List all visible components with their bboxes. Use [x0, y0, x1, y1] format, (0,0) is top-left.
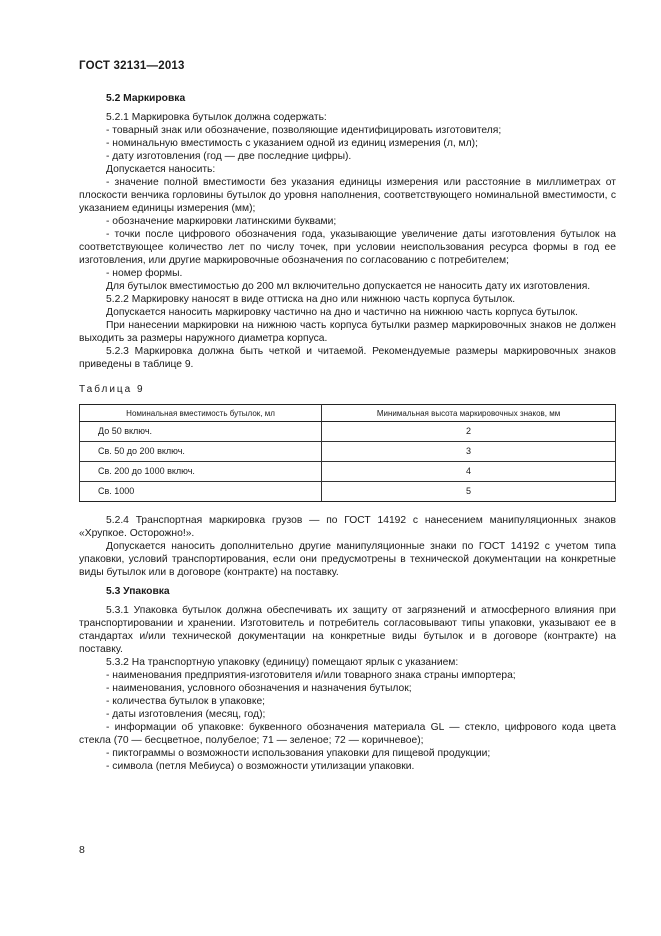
- list-item: - точки после цифрового обозначения года, указывающие увеличение даты изготовления бутылок на соответствующее количество лет по числу точек, при условии неиспользования ресурса формы в год ее изготовления, или другие маркировочные обозначения по согласованию с потребителем;: [79, 229, 616, 266]
- paragraph: 5.2.1 Маркировка бутылок должна содержать:: [106, 112, 327, 123]
- cell-capacity: Св. 50 до 200 включ.: [80, 442, 322, 462]
- paragraph: 5.3.2 На транспортную упаковку (единицу) помещают ярлык с указанием:: [106, 657, 459, 668]
- column-header-height: Минимальная высота маркировочных знаков, мм: [322, 405, 616, 422]
- paragraph: Допускается наносить маркировку частично на дно и частично на нижнюю часть корпуса бутылок.: [106, 307, 578, 318]
- list-item: - пиктограммы о возможности использования упаковки для пищевой продукции;: [106, 748, 491, 759]
- cell-height: 4: [322, 462, 616, 482]
- cell-capacity: Св. 200 до 1000 включ.: [80, 462, 322, 482]
- table-row: [80, 462, 616, 482]
- paragraph: 5.2.3 Маркировка должна быть четкой и читаемой. Рекомендуемые размеры маркировочных знаков приведены в таблице 9.: [79, 346, 616, 370]
- table-header-row: [80, 405, 616, 422]
- section-heading-marking: 5.2 Маркировка: [106, 93, 186, 104]
- list-item: - наименования предприятия-изготовителя и/или товарного знака страны импортера;: [106, 670, 516, 681]
- document-header: ГОСТ 32131—2013: [79, 60, 185, 72]
- table-row: [80, 442, 616, 462]
- list-item: - обозначение маркировки латинскими буквами;: [106, 216, 337, 227]
- cell-height: 2: [322, 422, 616, 442]
- table-row: [80, 482, 616, 502]
- paragraph: 5.3.1 Упаковка бутылок должна обеспечивать их защиту от загрязнений и атмосферного влияния при транспортировании и хранении. Изготовитель и потребитель согласовывают типы упаковки, указывают ее в стандартах и/или технической документации на конкретные виды бутылок и в договоре (контракте) на поставку.: [79, 605, 616, 655]
- cell-capacity: До 50 включ.: [80, 422, 322, 442]
- cell-height: 5: [322, 482, 616, 502]
- page-number: 8: [79, 844, 85, 856]
- paragraph: При нанесении маркировки на нижнюю часть корпуса бутылки размер маркировочных знаков не должен выходить за размеры наружного диаметра корпуса.: [79, 320, 616, 344]
- list-item: - товарный знак или обозначение, позволяющие идентифицировать изготовителя;: [106, 125, 502, 136]
- marking-size-table: [79, 404, 616, 502]
- list-item: - количества бутылок в упаковке;: [106, 696, 266, 707]
- table-row: [80, 422, 616, 442]
- list-item: - номер формы.: [106, 268, 183, 279]
- column-header-capacity: Номинальная вместимость бутылок, мл: [80, 405, 322, 422]
- paragraph: Для бутылок вместимостью до 200 мл включительно допускается не наносить дату их изготовления.: [106, 281, 591, 292]
- document-body: [79, 92, 616, 773]
- list-item: - даты изготовления (месяц, год);: [106, 709, 266, 720]
- list-item: - значение полной вместимости без указания единицы измерения или расстояние в миллиметрах от плоскости венчика горловины бутылок до уровня наполнения, соответствующего номинальной вместимости, с указанием единицы измерения (мм);: [79, 177, 616, 214]
- list-item: - номинальную вместимость с указанием одной из единиц измерения (л, мл);: [106, 138, 478, 149]
- list-item: - дату изготовления (год — две последние цифры).: [106, 151, 352, 162]
- cell-capacity: Св. 1000: [80, 482, 322, 502]
- section-heading-packaging: 5.3 Упаковка: [106, 586, 170, 597]
- list-item: - информации об упаковке: буквенного обозначения материала GL — стекло, цифрового кода цвета стекла (70 — бесцветное, полубелое; 71 — зеленое; 72 — коричневое);: [79, 722, 616, 746]
- paragraph: 5.2.2 Маркировку наносят в виде оттиска на дно или нижнюю часть корпуса бутылок.: [106, 294, 516, 305]
- paragraph: Допускается наносить дополнительно другие манипуляционные знаки по ГОСТ 14192 с учетом типа упаковки, условий транспортирования, если они предусмотрены в технической документации на конкретные виды бутылок или в договоре (контракте) на поставку.: [79, 541, 616, 578]
- list-item: - наименования, условного обозначения и назначения бутылок;: [106, 683, 412, 694]
- paragraph: 5.2.4 Транспортная маркировка грузов — по ГОСТ 14192 с нанесением манипуляционных знаков «Хрупкое. Осторожно!».: [79, 515, 616, 539]
- list-item: - символа (петля Мебиуса) о возможности утилизации упаковки.: [106, 761, 415, 772]
- cell-height: 3: [322, 442, 616, 462]
- paragraph: Допускается наносить:: [106, 164, 216, 175]
- table-caption: Таблица 9: [79, 384, 145, 395]
